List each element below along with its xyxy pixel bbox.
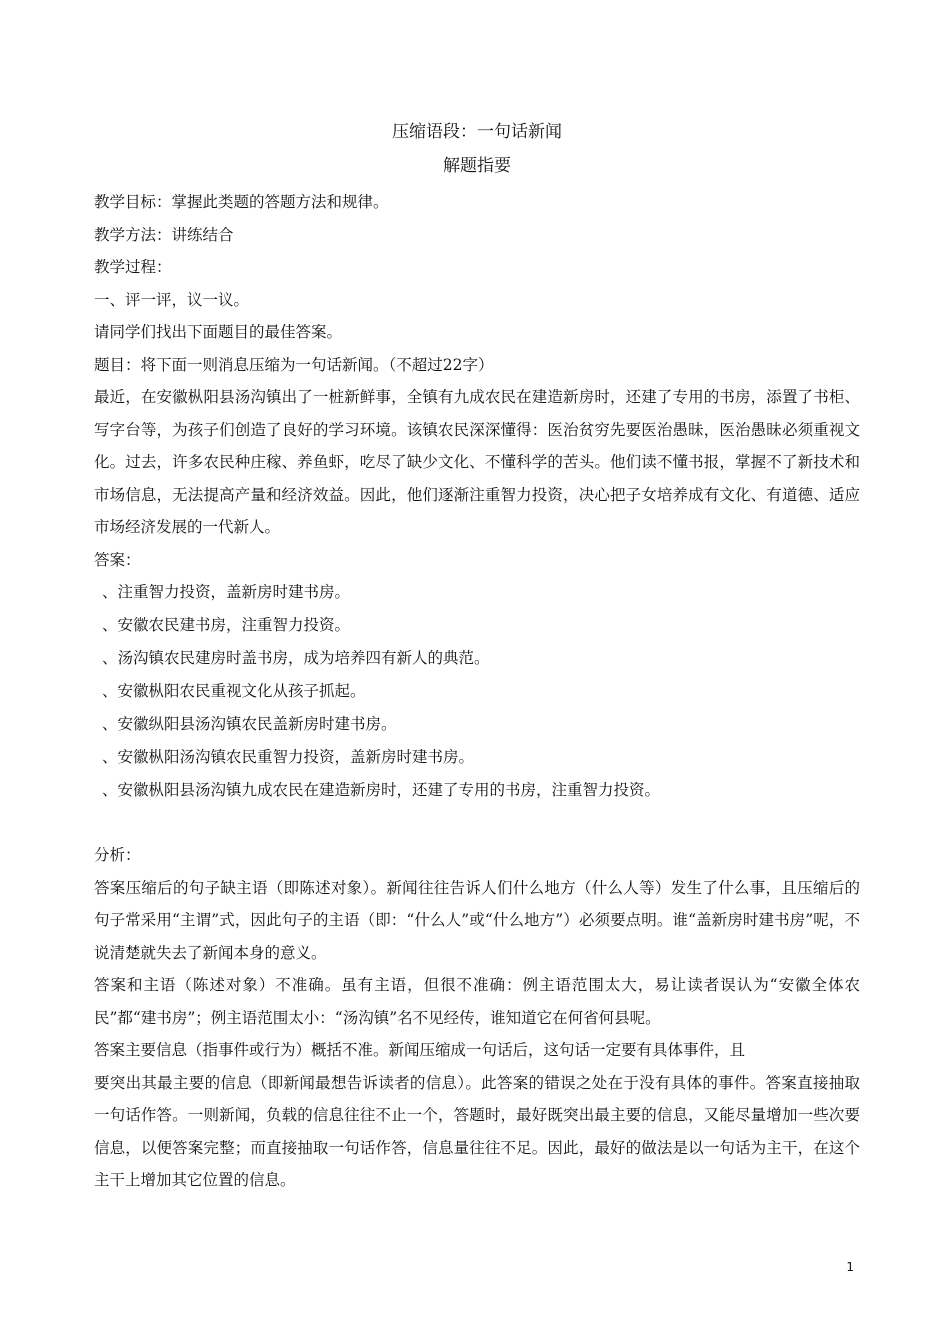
answer-item: 、安徽农民建书房，注重智力投资。	[102, 616, 351, 634]
analysis-label: 分析：	[94, 846, 141, 864]
instruction-text: 请同学们找出下面题目的最佳答案。	[94, 323, 343, 341]
question-text: 题目：将下面一则消息压缩为一句话新闻。（不超过22字）	[94, 355, 494, 374]
teaching-process-label: 教学过程：	[94, 258, 172, 276]
answers-label: 答案：	[94, 550, 141, 569]
section-heading: 一、评一评，议一议。	[94, 290, 250, 309]
analysis-paragraph-1: 答案压缩后的句子缺主语（即陈述对象）。新闻往往告诉人们什么地方（什么人等）发生了什么事，且压缩后的句子常采用“主谓”式，因此句子的主语（即：“什么人”或“什么地方”）必须要点明。谁“盖新房时建书房”呢，不说清楚就失去了新闻本身的意义。	[94, 878, 860, 962]
analysis-paragraph-3-rest: 要突出其最主要的信息（即新闻最想告诉读者的信息）。此答案的错误之处在于没有具体的事件。答案直接抽取一句话作答。一则新闻，负载的信息往往不止一个，答题时，最好既突出最主要的信息，又能尽量增加一些次要信息，以便答案完整；而直接抽取一句话作答，信息量往往不足。因此，最好的做法是以一句话为主干，在这个主干上增加其它位置的信息。	[94, 1073, 860, 1189]
answer-item: 、安徽枞阳汤沟镇农民重智力投资，盖新房时建书房。	[102, 748, 475, 766]
teaching-goal: 教学目标：掌握此类题的答题方法和规律。	[94, 193, 389, 211]
answer-item: 、安徽枞阳县汤沟镇九成农民在建造新房时，还建了专用的书房，注重智力投资。	[102, 781, 661, 799]
page-number: 1	[846, 1260, 854, 1274]
answer-item: 、安徽枞阳农民重视文化从孩子抓起。	[102, 682, 366, 700]
document-page	[94, 120, 860, 1197]
answer-item: 、注重智力投资，盖新房时建书房。	[102, 583, 351, 601]
answer-item: 、汤沟镇农民建房时盖书房，成为培养四有新人的典范。	[102, 649, 490, 667]
answer-list	[94, 576, 860, 807]
answer-item: 、安徽纵阳县汤沟镇农民盖新房时建书房。	[102, 715, 397, 733]
spacer	[94, 807, 860, 839]
teaching-method: 教学方法：讲练结合	[94, 225, 234, 244]
page-subtitle: 解题指要	[443, 156, 511, 176]
page-title: 压缩语段：一句话新闻	[392, 122, 562, 142]
news-paragraph: 最近，在安徽枞阳县汤沟镇出了一桩新鲜事，全镇有九成农民在建造新房时，还建了专用的书房，添置了书柜、写字台等，为孩子们创造了良好的学习环境。该镇农民深深懂得：医治贫穷先要医治愚昧，医治愚昧必须重视文化。过去，许多农民种庄稼、养鱼虾，吃尽了缺少文化、不懂科学的苦头。他们读不懂书报，掌握不了新技术和市场信息，无法提高产量和经济效益。因此，他们逐渐注重智力投资，决心把子女培养成有文化、有道德、适应市场经济发展的一代新人。	[94, 388, 860, 536]
analysis-paragraph-3-first-line: 答案主要信息（指事件或行为）概括不准。新闻压缩成一句话后，这句话一定要有具体事件，且	[94, 1041, 746, 1059]
analysis-paragraph-2: 答案和主语（陈述对象）不准确。虽有主语，但很不准确：例主语范围太大，易让读者误认为“安徽全体农民”都“建书房”；例主语范围太小：“汤沟镇”名不见经传，谁知道它在何省何县呢。	[94, 976, 860, 1027]
